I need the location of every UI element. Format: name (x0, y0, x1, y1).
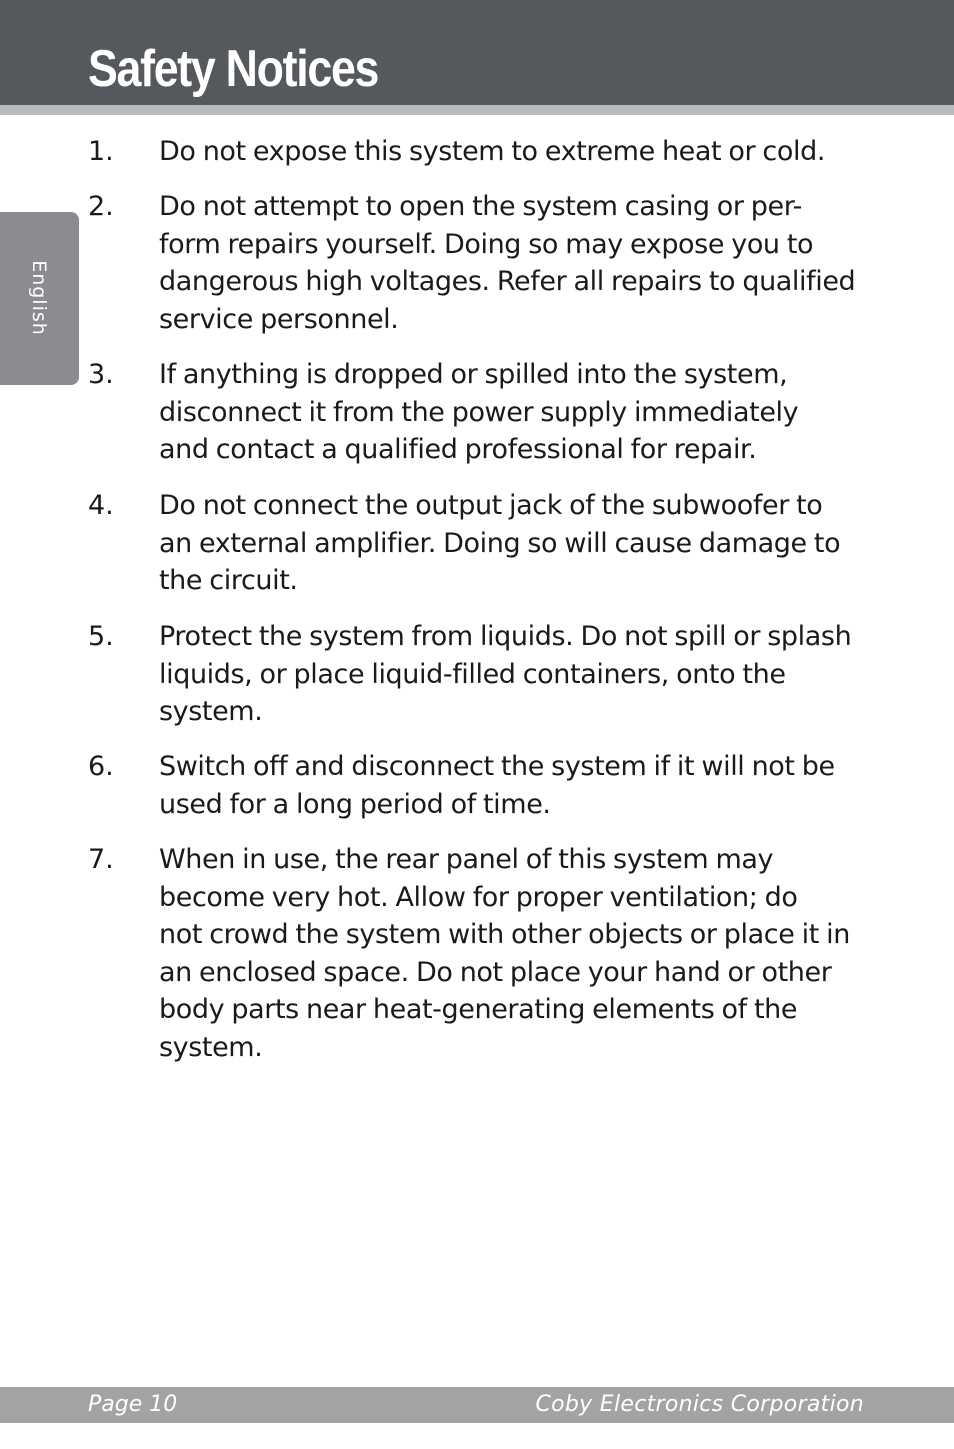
header-divider (0, 105, 954, 115)
notice-text-line: Do not connect the output jack of the subwoofer to (159, 490, 823, 521)
notice-text-line: and contact a qualified professional for repair. (159, 434, 757, 466)
notice-text-line: Do not attempt to open the system casing or per- (159, 191, 803, 222)
notice-text-line: form repairs yourself. Doing so may expose you to (159, 228, 814, 260)
language-tab (0, 212, 79, 385)
notice-number: 5. (88, 621, 114, 652)
notice-text-line: an external amplifier. Doing so will cause damage to (159, 527, 841, 559)
language-tab-label: English (28, 260, 50, 336)
notice-text-line: Do not expose this system to extreme heat or cold. (159, 136, 825, 167)
notice-number: 4. (88, 490, 114, 521)
notice-text-line: disconnect it from the power supply immediately (159, 396, 799, 428)
notice-text-line: an enclosed space. Do not place your hand or other (159, 956, 832, 988)
notice-number: 6. (88, 751, 114, 782)
notice-text (159, 487, 878, 600)
notice-number: 7. (88, 844, 114, 875)
page-number: Page 10 (88, 1392, 178, 1417)
notice-text-line: the circuit. (159, 565, 298, 597)
company-name: Coby Electronics Corporation (535, 1392, 864, 1417)
notice-text-line: body parts near heat-generating elements of the (159, 994, 798, 1026)
notice-text-line: dangerous high voltages. Refer all repairs to qualified (159, 266, 856, 298)
notice-text-line: become very hot. Allow for proper ventilation; do (159, 881, 798, 913)
notice-text (159, 133, 878, 171)
notice-text-line: system. (159, 1031, 263, 1063)
page-title: Safety Notices (88, 40, 379, 98)
notice-text-line: When in use, the rear panel of this system may (159, 844, 774, 875)
notice-number: 2. (88, 191, 114, 222)
notice-number: 1. (88, 136, 114, 167)
notice-text-line: Switch off and disconnect the system if it will not be (159, 751, 835, 782)
notice-text-line: not crowd the system with other objects or place it in (159, 919, 850, 951)
notice-text-line: service personnel. (159, 303, 399, 335)
notice-text-line: used for a long period of time. (159, 788, 551, 820)
notice-text (159, 841, 878, 1067)
notice-text (159, 188, 878, 338)
notice-text-line: If anything is dropped or spilled into the system, (159, 359, 788, 390)
notice-text (159, 356, 878, 469)
notice-text (159, 748, 878, 823)
notice-text-line: Protect the system from liquids. Do not spill or splash (159, 621, 852, 652)
notice-number: 3. (88, 359, 114, 390)
notice-text-line: liquids, or place liquid-filled containers, onto the (159, 658, 786, 690)
notice-text-line: system. (159, 696, 263, 728)
notice-text (159, 618, 878, 731)
